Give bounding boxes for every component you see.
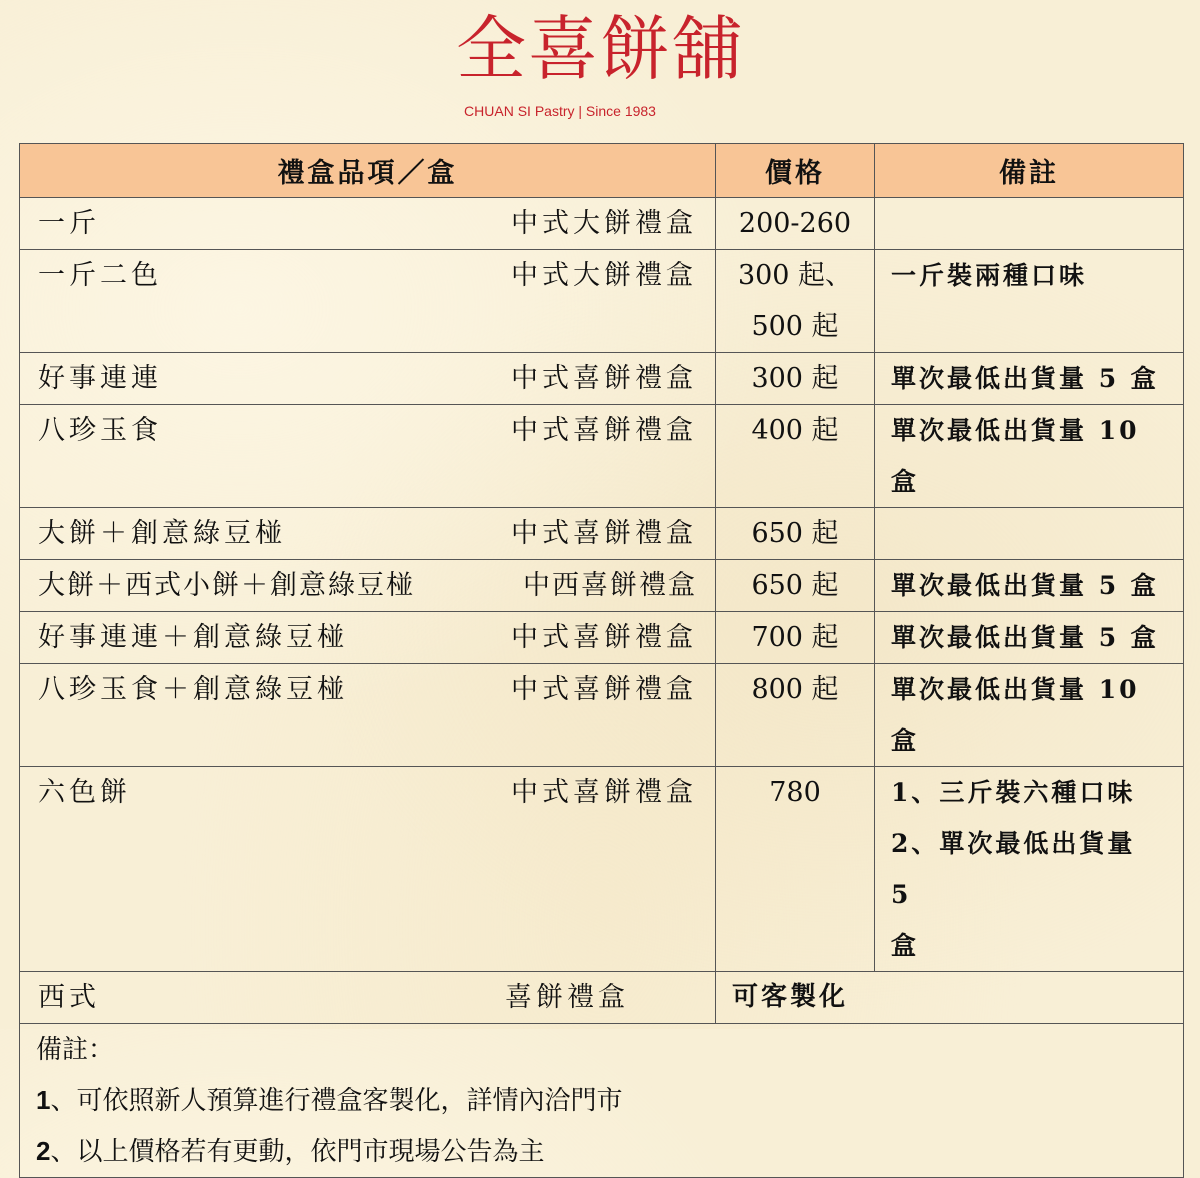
item-name: 大餅＋西式小餅＋創意綠豆椪 bbox=[38, 570, 415, 601]
item-name: 一斤 bbox=[38, 208, 100, 239]
item-type: 中式大餅禮盒 bbox=[511, 208, 697, 239]
item-note: 單次最低出貨量 10 盒 bbox=[875, 405, 1184, 508]
item-price: 300 起、 bbox=[737, 260, 853, 291]
item-type: 中式喜餅禮盒 bbox=[511, 777, 697, 808]
header-price: 價格 bbox=[716, 144, 875, 198]
footer-item-number: 1 bbox=[36, 1085, 51, 1115]
price-table bbox=[19, 143, 1184, 1178]
item-name: 好事連連 bbox=[38, 363, 162, 394]
item-price: 200-260 bbox=[716, 198, 875, 250]
table-row bbox=[20, 612, 1184, 664]
item-name: 西式 bbox=[38, 982, 100, 1013]
table-row bbox=[20, 198, 1184, 250]
item-price: 400 起 bbox=[716, 405, 875, 508]
item-note: 單次最低出貨量 5 盒 bbox=[875, 612, 1184, 664]
item-price: 700 起 bbox=[716, 612, 875, 664]
footer-item bbox=[36, 1126, 1167, 1177]
table-row bbox=[20, 508, 1184, 560]
item-name: 六色餅 bbox=[38, 777, 131, 808]
brand-subtitle: CHUAN SI Pastry | Since 1983 bbox=[464, 103, 656, 119]
footer-heading: 備註： bbox=[36, 1034, 115, 1064]
custom-note: 可客製化 bbox=[716, 972, 1184, 1024]
table-row bbox=[20, 560, 1184, 612]
item-price: 500 起 bbox=[751, 311, 839, 342]
item-type: 中式大餅禮盒 bbox=[511, 260, 697, 291]
item-note: 單次最低出貨量 5 盒 bbox=[875, 353, 1184, 405]
item-price: 650 起 bbox=[716, 560, 875, 612]
footer-item-number: 2 bbox=[36, 1136, 51, 1166]
item-note: 一斤裝兩種口味 bbox=[875, 250, 1184, 353]
footer-item-text: 、以上價格若有更動，依門市現場公告為主 bbox=[50, 1136, 545, 1166]
item-price: 650 起 bbox=[716, 508, 875, 560]
table-row bbox=[20, 405, 1184, 508]
footer-row bbox=[20, 1024, 1184, 1178]
item-price: 300 起 bbox=[716, 353, 875, 405]
header-item: 禮盒品項／盒 bbox=[20, 144, 716, 198]
item-note: 2、單次最低出貨量 5 bbox=[891, 829, 1136, 909]
item-type: 中式喜餅禮盒 bbox=[511, 363, 697, 394]
item-type: 喜餅禮盒 bbox=[505, 982, 629, 1013]
table-row bbox=[20, 767, 1184, 972]
item-price: 780 bbox=[716, 767, 875, 972]
item-type: 中式喜餅禮盒 bbox=[511, 518, 697, 549]
item-note: 單次最低出貨量 10 盒 bbox=[875, 664, 1184, 767]
item-name: 大餅＋創意綠豆椪 bbox=[38, 518, 286, 549]
table-row bbox=[20, 353, 1184, 405]
item-note bbox=[875, 508, 1184, 560]
item-type: 中式喜餅禮盒 bbox=[511, 674, 697, 705]
item-name: 好事連連＋創意綠豆椪 bbox=[38, 622, 348, 653]
item-note bbox=[875, 198, 1184, 250]
item-price: 800 起 bbox=[716, 664, 875, 767]
header bbox=[0, 0, 1200, 143]
item-type: 中式喜餅禮盒 bbox=[511, 415, 697, 446]
brand-logo: 全喜餅舖 bbox=[456, 8, 744, 90]
footer-item-text: 、可依照新人預算進行禮盒客製化，詳情內洽門市 bbox=[50, 1085, 623, 1115]
item-name: 一斤二色 bbox=[38, 260, 162, 291]
item-type: 中式喜餅禮盒 bbox=[511, 622, 697, 653]
table-row bbox=[20, 664, 1184, 767]
footer-item bbox=[36, 1075, 1167, 1126]
item-name: 八珍玉食 bbox=[38, 415, 162, 446]
table-row bbox=[20, 250, 1184, 353]
table-row bbox=[20, 972, 1184, 1024]
item-note: 盒 bbox=[891, 931, 920, 960]
item-note: 單次最低出貨量 5 盒 bbox=[875, 560, 1184, 612]
item-note: 1、三斤裝六種口味 bbox=[891, 778, 1136, 807]
item-type: 中西喜餅禮盒 bbox=[523, 570, 697, 601]
item-name: 八珍玉食＋創意綠豆椪 bbox=[38, 674, 348, 705]
header-note: 備註 bbox=[875, 144, 1184, 198]
